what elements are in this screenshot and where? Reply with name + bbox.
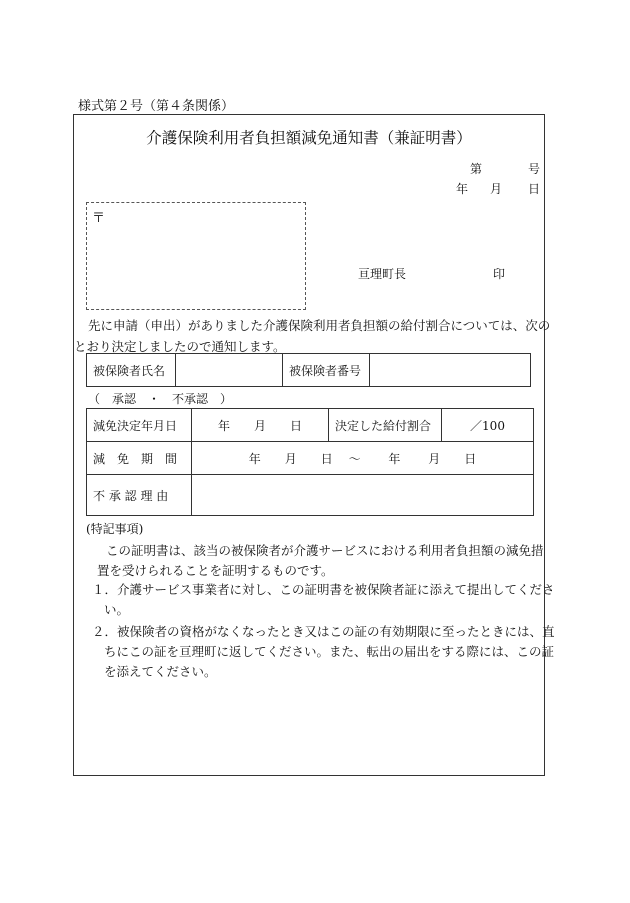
date-day: 日 <box>528 182 541 196</box>
issuer-mayor: 亘理町長 <box>358 267 407 281</box>
postal-mark: 〒 <box>92 211 106 226</box>
notes-item-2-line-3: を添えてください。 <box>104 664 217 679</box>
table-row <box>87 409 534 442</box>
seal-mark: 印 <box>493 267 506 281</box>
table-row <box>87 354 531 387</box>
ratio-field[interactable]: ／100 <box>442 409 534 442</box>
number-suffix: 号 <box>528 162 541 176</box>
notes-item-2-line-1: ２．被保険者の資格がなくなったとき又はこの証の有効期限に至ったときには、直 <box>92 624 555 639</box>
table-row <box>87 442 534 475</box>
number-prefix: 第 <box>470 162 483 176</box>
notes-paragraph-line-1: この証明書は、該当の被保険者が介護サービスにおける利用者負担額の減免措 <box>106 543 544 558</box>
period-field[interactable]: 年 月 日 ～ 年 月 日 <box>192 442 534 475</box>
insured-name-field[interactable] <box>176 354 283 387</box>
date-month: 月 <box>490 182 503 196</box>
decision-date-label: 減免決定年月日 <box>87 409 192 442</box>
decision-table <box>86 408 534 516</box>
intro-line-1: 先に申請（申出）がありました介護保険利用者負担額の給付割合については、次の <box>88 318 551 333</box>
notes-item-2-line-2: ちにこの証を亘理町に返してください。また、転出の届出をする際には、この証 <box>104 644 555 659</box>
form-number-label: 様式第２号（第４条関係） <box>78 99 235 114</box>
table-row <box>87 475 534 516</box>
insured-number-field[interactable] <box>370 354 531 387</box>
period-label: 減 免 期 間 <box>87 442 192 475</box>
insured-number-label: 被保険者番号 <box>283 354 370 387</box>
decision-date-field[interactable]: 年 月 日 <box>192 409 329 442</box>
document-title: 介護保険利用者負担額減免通知書（兼証明書） <box>146 129 472 147</box>
ratio-label: 決定した給付割合 <box>329 409 442 442</box>
insured-name-label: 被保険者氏名 <box>87 354 176 387</box>
address-box[interactable] <box>86 202 306 310</box>
notes-paragraph-line-2: 置を受けられることを証明するものです。 <box>97 563 334 578</box>
approval-options: （ 承認 ・ 不承認 ） <box>88 392 233 406</box>
reason-field[interactable] <box>192 475 534 516</box>
notes-heading: (特記事項) <box>86 522 144 536</box>
intro-line-2: とおり決定しましたので通知します。 <box>74 339 286 354</box>
notes-item-1-line-1: １．介護サービス事業者に対し、この証明書を被保険者証に添えて提出してくださ <box>92 582 555 597</box>
notes-item-1-line-2: い。 <box>104 602 130 617</box>
insured-table <box>86 353 531 387</box>
reason-label: 不 承 認 理 由 <box>87 475 192 516</box>
date-year: 年 <box>456 182 469 196</box>
